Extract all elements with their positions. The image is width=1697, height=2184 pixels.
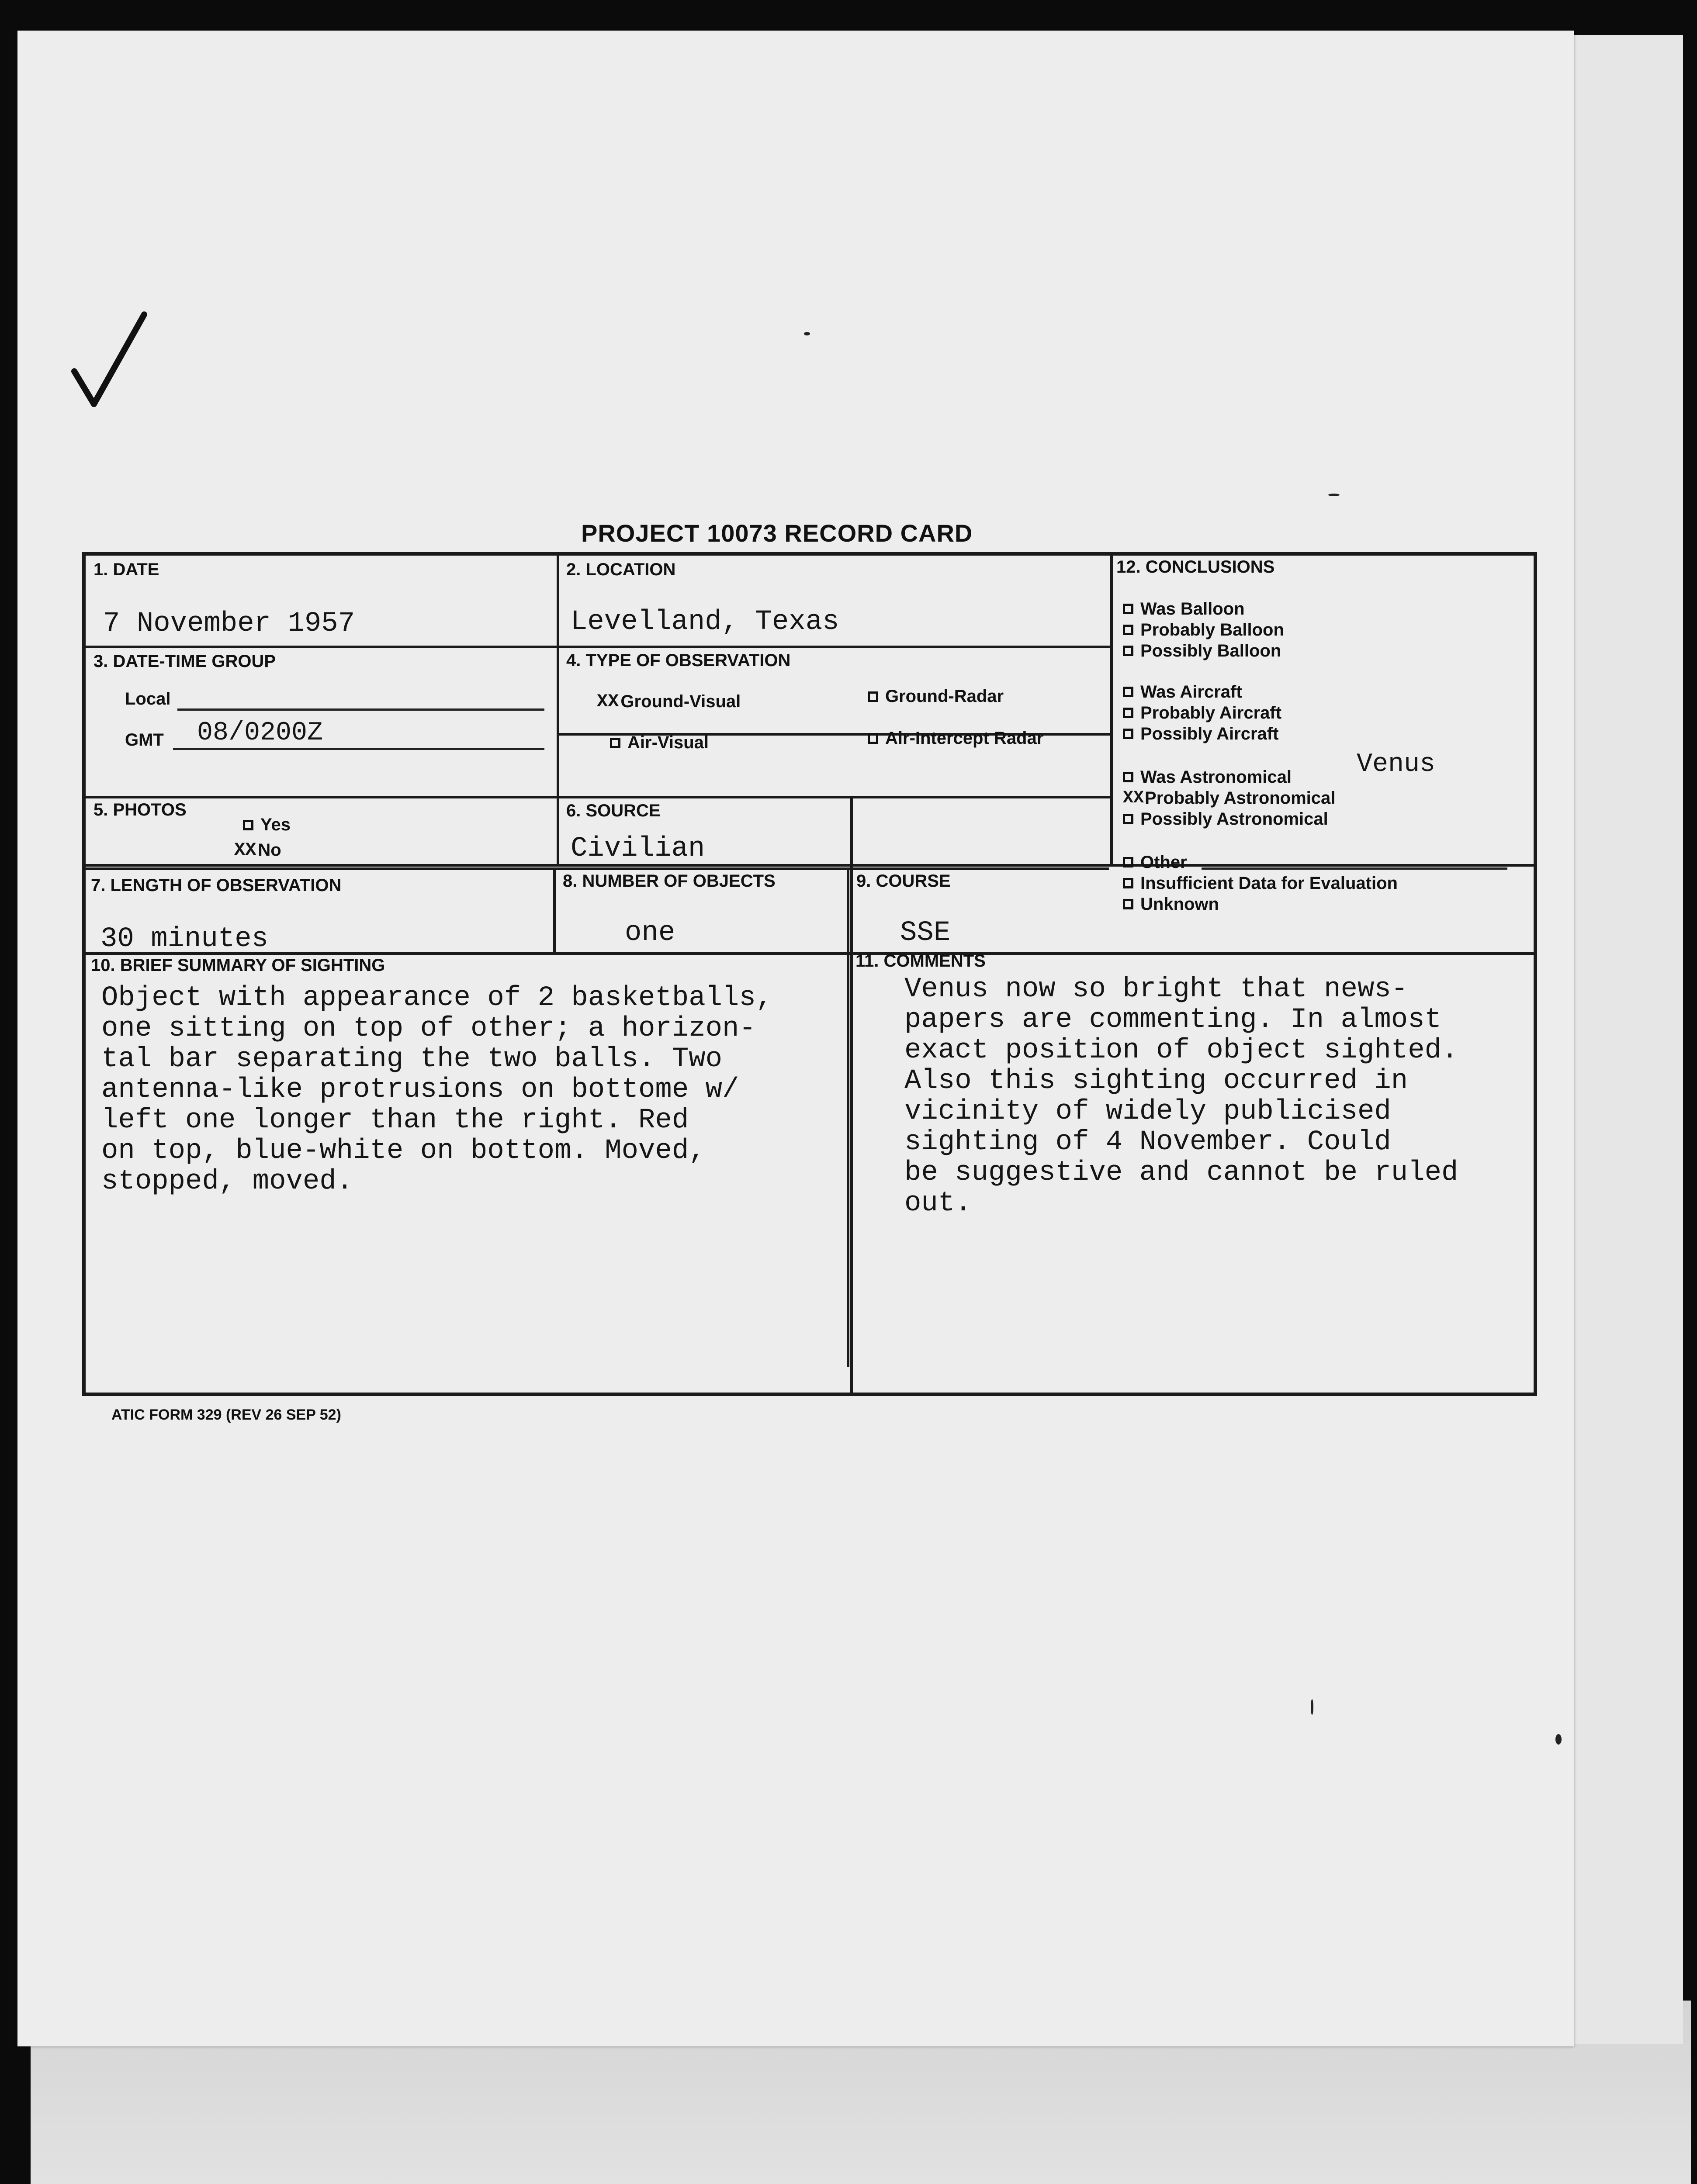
conclusion-label: Other — [1140, 852, 1187, 872]
comment-line: sighting of 4 November. Could — [904, 1127, 1391, 1158]
comments-text — [904, 974, 1458, 1219]
comment-line: exact position of object sighted. — [904, 1035, 1458, 1066]
conclusion-label: Was Balloon — [1140, 599, 1245, 619]
grid-line — [847, 867, 849, 955]
conclusion-label: Probably Astronomical — [1145, 788, 1336, 808]
local-time-label: Local — [125, 689, 171, 708]
length-of-observation-label: 7. LENGTH OF OBSERVATION — [91, 876, 342, 895]
option-label: Air-Visual — [627, 733, 709, 752]
sheet-edge — [1574, 35, 1683, 2044]
gmt-value: 08/0200Z — [197, 718, 323, 748]
conclusion-label: Probably Balloon — [1140, 620, 1284, 639]
card-title: PROJECT 10073 RECORD CARD — [581, 519, 973, 547]
summary-line: Object with appearance of 2 basketballs, — [101, 982, 773, 1014]
comment-line: be suggestive and cannot be ruled — [904, 1157, 1458, 1189]
conclusion-label: Possibly Astronomical — [1140, 809, 1328, 829]
grid-line — [847, 952, 849, 1367]
conclusion-probably-astronomical[interactable] — [1123, 788, 1335, 809]
conclusion-was-astronomical[interactable] — [1123, 767, 1335, 788]
summary-line: one sitting on top of other; a horizon- — [101, 1013, 756, 1044]
checkbox-icon — [1123, 857, 1133, 867]
comment-line: Also this sighting occurred in — [904, 1065, 1408, 1097]
scan-speck — [804, 332, 810, 335]
location-value: Levelland, Texas — [571, 606, 839, 638]
checked-mark: XX — [234, 840, 256, 860]
comment-line: out. — [904, 1188, 972, 1219]
grid-line — [82, 952, 1537, 955]
checkbox-icon — [1123, 625, 1133, 635]
option-label: Air-Intercept Radar — [885, 729, 1044, 748]
date-label: 1. DATE — [94, 560, 159, 579]
course-value: SSE — [900, 917, 951, 949]
type-of-observation-label: 4. TYPE OF OBSERVATION — [566, 651, 791, 670]
summary-line: left one longer than the right. Red — [101, 1105, 689, 1136]
checkbox-icon — [1123, 604, 1133, 614]
scan-speck — [1555, 1734, 1562, 1745]
conclusion-was-balloon[interactable] — [1123, 598, 1284, 619]
astronomical-note: Venus — [1357, 750, 1436, 779]
conclusion-probably-aircraft[interactable] — [1123, 702, 1281, 723]
grid-line — [553, 867, 556, 955]
conclusion-label: Was Aircraft — [1140, 682, 1242, 702]
checkbox-icon — [1123, 878, 1133, 888]
checkbox-icon — [1123, 772, 1133, 782]
record-card-page — [17, 31, 1574, 2046]
conclusion-label: Unknown — [1140, 894, 1219, 914]
comment-line: Venus now so bright that news- — [904, 974, 1408, 1005]
date-value: 7 November 1957 — [103, 608, 355, 639]
option-label: Ground-Visual — [620, 691, 741, 711]
source-label: 6. SOURCE — [566, 801, 661, 820]
option-label: No — [258, 840, 281, 860]
source-value: Civilian — [571, 833, 705, 864]
number-of-objects-label: 8. NUMBER OF OBJECTS — [563, 871, 776, 891]
photos-label: 5. PHOTOS — [94, 800, 187, 819]
gmt-label: GMT — [125, 730, 164, 750]
brief-summary-label: 10. BRIEF SUMMARY OF SIGHTING — [91, 956, 385, 975]
checkbox-icon — [1123, 899, 1133, 909]
length-of-observation-value: 30 minutes — [100, 923, 269, 955]
conclusion-label: Possibly Balloon — [1140, 641, 1281, 660]
grid-line — [82, 867, 1109, 870]
date-time-group-label: 3. DATE-TIME GROUP — [94, 652, 276, 671]
comments-label: 11. COMMENTS — [855, 951, 986, 971]
conclusion-label: Possibly Aircraft — [1140, 724, 1279, 743]
comment-line: papers are commenting. In almost — [904, 1004, 1441, 1036]
course-label: 9. COURSE — [856, 871, 951, 891]
brief-summary-text — [101, 983, 772, 1197]
conclusions-label: 12. CONCLUSIONS — [1116, 557, 1275, 577]
scan-speck — [1328, 494, 1340, 496]
scan-speck — [1311, 1699, 1313, 1715]
conclusion-possibly-astronomical[interactable] — [1123, 809, 1335, 829]
conclusion-was-aircraft[interactable] — [1123, 681, 1281, 702]
summary-line: stopped, moved. — [101, 1166, 353, 1197]
checked-mark: XX — [1123, 788, 1144, 808]
conclusion-possibly-aircraft[interactable] — [1123, 723, 1281, 744]
conclusions-group-other — [1123, 852, 1398, 915]
number-of-objects-value: one — [625, 917, 675, 949]
conclusion-label: Probably Aircraft — [1140, 703, 1282, 722]
checkbox-icon — [1123, 814, 1133, 824]
conclusion-label: Insufficient Data for Evaluation — [1140, 873, 1398, 893]
checkbox-icon — [1123, 729, 1133, 739]
checkbox-icon — [1123, 646, 1133, 656]
checkbox-icon — [1123, 708, 1133, 718]
conclusion-insufficient-data[interactable] — [1123, 873, 1398, 894]
conclusions-group-aircraft — [1123, 681, 1281, 744]
other-underline — [1202, 867, 1507, 870]
checked-mark: XX — [597, 691, 619, 712]
summary-line: on top, blue-white on bottom. Moved, — [101, 1135, 706, 1167]
option-label: Yes — [260, 815, 291, 834]
form-number: ATIC FORM 329 (REV 26 SEP 52) — [111, 1406, 341, 1423]
option-label: Ground-Radar — [885, 687, 1004, 706]
check-mark-icon — [70, 310, 149, 411]
conclusion-probably-balloon[interactable] — [1123, 619, 1284, 640]
comment-line: vicinity of widely publicised — [904, 1096, 1391, 1127]
summary-line: tal bar separating the two balls. Two — [101, 1044, 723, 1075]
conclusion-label: Was Astronomical — [1140, 767, 1292, 787]
conclusion-possibly-balloon[interactable] — [1123, 640, 1284, 661]
location-label: 2. LOCATION — [566, 560, 676, 579]
conclusions-group-astronomical — [1123, 767, 1335, 829]
checkbox-icon — [1123, 687, 1133, 697]
conclusion-unknown[interactable] — [1123, 894, 1398, 915]
conclusions-group-balloon — [1123, 598, 1284, 661]
summary-line: antenna-like protrusions on bottome w/ — [101, 1074, 739, 1106]
